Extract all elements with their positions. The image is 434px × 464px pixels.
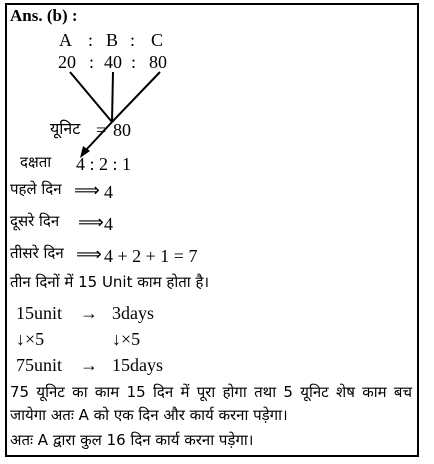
total-units-label: यूनिट: [50, 119, 81, 138]
multiplier-right: ↓×5: [112, 329, 141, 349]
line-from-c: [112, 72, 160, 122]
day1-label: पहले दिन: [10, 180, 62, 198]
efficiency-values: 4 : 2 : 1: [76, 154, 132, 174]
conclusion-line: अतः A द्वारा कुल 16 दिन कार्य करना पड़ेगा।: [10, 431, 254, 449]
total-units-value: 80: [113, 120, 131, 140]
day1-value: 4: [104, 182, 113, 202]
implies-arrow: ⟹: [78, 212, 104, 232]
ratio-name-c: C: [151, 30, 164, 50]
ratio-value-b: 40: [104, 52, 122, 72]
day3-value: 4 + 2 + 1 = 7: [104, 246, 198, 266]
explanation-paragraph: 75 यूनिट का काम 15 दिन में पूरा होगा तथा 5 यूनिट शेष काम बच जायेगा अतः A को एक दिन और कार्य करना पड़ेगा।: [10, 383, 412, 424]
day3-label: तीसरे दिन: [10, 244, 64, 262]
ratio-name-b: B: [106, 30, 119, 50]
ratio-value-a: 20: [58, 52, 76, 72]
work-row1-arrow: →: [80, 303, 98, 323]
ratio-separator: :: [89, 52, 95, 72]
line-from-b: [112, 72, 113, 122]
day2-value: 4: [104, 214, 113, 234]
line-from-a: [70, 72, 112, 122]
implies-arrow: ⟹: [74, 180, 100, 200]
day2-label: दूसरे दिन: [10, 212, 60, 230]
answer-label: Ans. (b) :: [10, 6, 78, 25]
multiplier-left: ↓×5: [16, 329, 45, 349]
efficiency-label: दक्षता: [20, 153, 52, 171]
work-row3-arrow: →: [80, 355, 98, 375]
ratio-separator: :: [88, 30, 94, 50]
implies-arrow: ⟹: [76, 244, 102, 264]
work-row3-left: 75unit: [16, 355, 63, 375]
work-row1-left: 15unit: [16, 303, 63, 323]
work-row3-right: 15days: [112, 355, 163, 375]
ratio-name-a: A: [59, 30, 72, 50]
ratio-value-c: 80: [149, 52, 167, 72]
ratio-separator: :: [130, 30, 136, 50]
work-row1-right: 3days: [112, 303, 154, 323]
total-equals: =: [96, 120, 107, 140]
three-day-work: तीन दिनों में 15 Unit काम होता है।: [10, 273, 210, 291]
ratio-separator: :: [131, 52, 137, 72]
